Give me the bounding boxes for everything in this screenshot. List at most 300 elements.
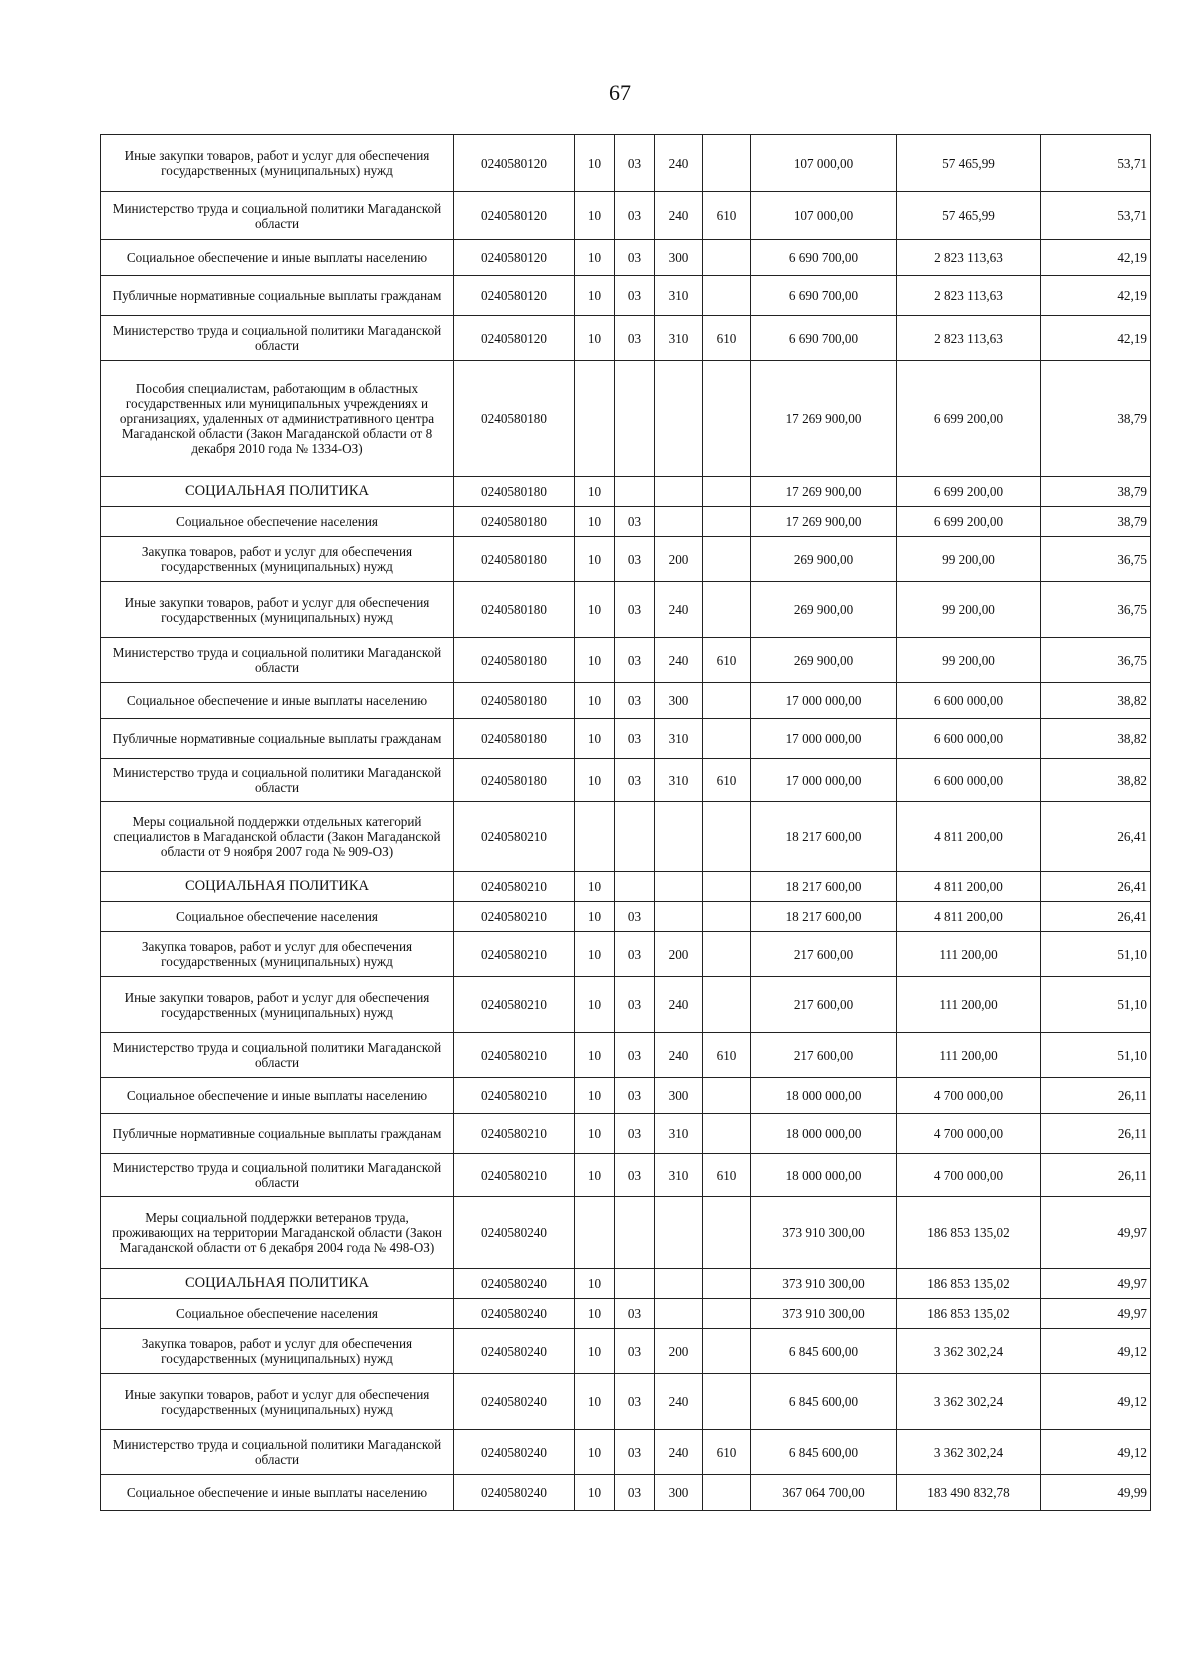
admin-code [703,802,751,872]
plan-amount: 18 217 600,00 [751,872,897,902]
plan-amount: 6 690 700,00 [751,240,897,276]
section-code: 10 [575,1154,615,1197]
expense-type-code: 240 [655,1374,703,1430]
section-code: 10 [575,902,615,932]
admin-code: 610 [703,1430,751,1475]
subsection-code: 03 [615,1033,655,1078]
plan-amount: 6 845 600,00 [751,1374,897,1430]
fact-amount: 183 490 832,78 [897,1475,1041,1511]
table-row [101,1154,1151,1197]
admin-code [703,135,751,192]
expense-type-code [655,361,703,477]
target-code: 0240580180 [454,719,575,759]
row-name: Социальное обеспечение населения [101,507,454,537]
execution-percent: 26,11 [1041,1078,1151,1114]
table-row [101,1114,1151,1154]
target-code: 0240580210 [454,1114,575,1154]
subsection-code: 03 [615,1114,655,1154]
section-code: 10 [575,1033,615,1078]
section-code: 10 [575,240,615,276]
subsection-code: 03 [615,683,655,719]
row-name: Иные закупки товаров, работ и услуг для обеспечения государственных (муниципальных) нужд [101,582,454,638]
table-row [101,477,1151,507]
execution-percent: 53,71 [1041,135,1151,192]
row-name: Закупка товаров, работ и услуг для обеспечения государственных (муниципальных) нужд [101,537,454,582]
target-code: 0240580240 [454,1197,575,1269]
admin-code [703,477,751,507]
execution-percent: 26,11 [1041,1154,1151,1197]
fact-amount: 99 200,00 [897,638,1041,683]
row-name: Меры социальной поддержки отдельных категорий специалистов в Магаданской области (Закон Магаданской области от 9 ноября 2007 года № 909-ОЗ) [101,802,454,872]
admin-code [703,902,751,932]
execution-percent: 49,97 [1041,1197,1151,1269]
fact-amount: 186 853 135,02 [897,1197,1041,1269]
section-code: 10 [575,1475,615,1511]
expense-type-code: 300 [655,1078,703,1114]
target-code: 0240580240 [454,1475,575,1511]
admin-code: 610 [703,1154,751,1197]
row-name: Министерство труда и социальной политики Магаданской области [101,638,454,683]
plan-amount: 6 690 700,00 [751,316,897,361]
target-code: 0240580240 [454,1430,575,1475]
subsection-code: 03 [615,902,655,932]
row-name: Социальное обеспечение и иные выплаты населению [101,1475,454,1511]
fact-amount: 4 811 200,00 [897,802,1041,872]
section-code: 10 [575,1430,615,1475]
table-row [101,1078,1151,1114]
admin-code [703,582,751,638]
admin-code [703,1078,751,1114]
target-code: 0240580210 [454,872,575,902]
admin-code [703,1329,751,1374]
table-row [101,135,1151,192]
table-row [101,537,1151,582]
fact-amount: 186 853 135,02 [897,1269,1041,1299]
fact-amount: 2 823 113,63 [897,316,1041,361]
table-row [101,1299,1151,1329]
section-code: 10 [575,1114,615,1154]
page-number: 67 [609,80,631,105]
admin-code [703,1197,751,1269]
fact-amount: 2 823 113,63 [897,240,1041,276]
execution-percent: 26,41 [1041,872,1151,902]
expense-type-code: 300 [655,240,703,276]
section-code: 10 [575,1329,615,1374]
execution-percent: 49,97 [1041,1269,1151,1299]
table-row [101,316,1151,361]
row-name: Публичные нормативные социальные выплаты гражданам [101,276,454,316]
plan-amount: 17 000 000,00 [751,719,897,759]
execution-percent: 38,79 [1041,507,1151,537]
subsection-code [615,1269,655,1299]
target-code: 0240580210 [454,1154,575,1197]
row-name: Министерство труда и социальной политики Магаданской области [101,1033,454,1078]
execution-percent: 38,79 [1041,361,1151,477]
row-name: Социальное обеспечение населения [101,1299,454,1329]
table-row [101,1374,1151,1430]
fact-amount: 3 362 302,24 [897,1430,1041,1475]
fact-amount: 6 699 200,00 [897,477,1041,507]
expense-type-code [655,1269,703,1299]
target-code: 0240580180 [454,477,575,507]
subsection-code: 03 [615,276,655,316]
plan-amount: 373 910 300,00 [751,1299,897,1329]
table-row [101,719,1151,759]
expense-type-code: 240 [655,1033,703,1078]
fact-amount: 99 200,00 [897,582,1041,638]
section-code: 10 [575,537,615,582]
target-code: 0240580240 [454,1269,575,1299]
plan-amount: 373 910 300,00 [751,1269,897,1299]
section-code: 10 [575,719,615,759]
subsection-code: 03 [615,1299,655,1329]
section-code: 10 [575,932,615,977]
section-code: 10 [575,192,615,240]
section-code: 10 [575,1269,615,1299]
section-code: 10 [575,477,615,507]
row-name: Министерство труда и социальной политики Магаданской области [101,316,454,361]
fact-amount: 2 823 113,63 [897,276,1041,316]
target-code: 0240580210 [454,932,575,977]
plan-amount: 6 845 600,00 [751,1329,897,1374]
section-code [575,1197,615,1269]
execution-percent: 26,11 [1041,1114,1151,1154]
target-code: 0240580180 [454,638,575,683]
plan-amount: 217 600,00 [751,977,897,1033]
fact-amount: 4 700 000,00 [897,1078,1041,1114]
plan-amount: 18 000 000,00 [751,1114,897,1154]
row-name: Иные закупки товаров, работ и услуг для обеспечения государственных (муниципальных) нужд [101,977,454,1033]
plan-amount: 269 900,00 [751,638,897,683]
plan-amount: 17 000 000,00 [751,683,897,719]
target-code: 0240580180 [454,507,575,537]
plan-amount: 6 690 700,00 [751,276,897,316]
table-row [101,192,1151,240]
plan-amount: 18 000 000,00 [751,1154,897,1197]
expense-type-code [655,507,703,537]
execution-percent: 51,10 [1041,977,1151,1033]
target-code: 0240580180 [454,537,575,582]
table-row [101,361,1151,477]
target-code: 0240580120 [454,276,575,316]
section-code: 10 [575,683,615,719]
section-code: 10 [575,135,615,192]
section-code: 10 [575,759,615,802]
admin-code [703,977,751,1033]
plan-amount: 17 269 900,00 [751,477,897,507]
plan-amount: 17 269 900,00 [751,361,897,477]
admin-code [703,1374,751,1430]
row-name: Публичные нормативные социальные выплаты гражданам [101,719,454,759]
expense-type-code [655,902,703,932]
section-code: 10 [575,582,615,638]
admin-code [703,719,751,759]
target-code: 0240580180 [454,683,575,719]
row-name: Публичные нормативные социальные выплаты гражданам [101,1114,454,1154]
execution-percent: 49,12 [1041,1329,1151,1374]
admin-code [703,872,751,902]
target-code: 0240580120 [454,192,575,240]
subsection-code: 03 [615,1329,655,1374]
expense-type-code: 310 [655,759,703,802]
admin-code [703,1475,751,1511]
row-name: Иные закупки товаров, работ и услуг для обеспечения государственных (муниципальных) нужд [101,1374,454,1430]
expense-type-code [655,1197,703,1269]
plan-amount: 107 000,00 [751,135,897,192]
execution-percent: 42,19 [1041,276,1151,316]
subsection-code: 03 [615,1475,655,1511]
expense-type-code: 310 [655,316,703,361]
row-name: Социальное обеспечение и иные выплаты населению [101,683,454,719]
plan-amount: 18 217 600,00 [751,802,897,872]
execution-percent: 49,99 [1041,1475,1151,1511]
target-code: 0240580120 [454,135,575,192]
fact-amount: 6 699 200,00 [897,361,1041,477]
expense-type-code: 310 [655,1114,703,1154]
expense-type-code [655,872,703,902]
fact-amount: 111 200,00 [897,1033,1041,1078]
row-name: Закупка товаров, работ и услуг для обеспечения государственных (муниципальных) нужд [101,932,454,977]
table-row [101,582,1151,638]
section-code: 10 [575,1374,615,1430]
execution-percent: 49,97 [1041,1299,1151,1329]
fact-amount: 186 853 135,02 [897,1299,1041,1329]
section-code [575,361,615,477]
expense-type-code: 240 [655,1430,703,1475]
execution-percent: 42,19 [1041,240,1151,276]
row-name: Пособия специалистам, работающим в областных государственных или муниципальных учреждениях и организациях, удаленных от административного центра Магаданской области (Закон Магаданской области от 8 декабря 2010 года № 1334-ОЗ) [101,361,454,477]
execution-percent: 36,75 [1041,582,1151,638]
table-row [101,932,1151,977]
table-row [101,977,1151,1033]
table-row [101,638,1151,683]
execution-percent: 49,12 [1041,1430,1151,1475]
table-row [101,802,1151,872]
section-code: 10 [575,638,615,683]
target-code: 0240580240 [454,1329,575,1374]
row-name: Меры социальной поддержки ветеранов труда, проживающих на территории Магаданской области (Закон Магаданской области от 6 декабря 2004 года № 498-ОЗ) [101,1197,454,1269]
execution-percent: 26,41 [1041,802,1151,872]
fact-amount: 111 200,00 [897,932,1041,977]
table-row [101,1269,1151,1299]
admin-code [703,361,751,477]
admin-code [703,537,751,582]
table-row [101,507,1151,537]
target-code: 0240580180 [454,582,575,638]
subsection-code: 03 [615,932,655,977]
expense-type-code: 200 [655,1329,703,1374]
row-name: Иные закупки товаров, работ и услуг для обеспечения государственных (муниципальных) нужд [101,135,454,192]
table-row [101,759,1151,802]
fact-amount: 4 811 200,00 [897,902,1041,932]
subsection-code: 03 [615,977,655,1033]
row-name: Социальное обеспечение и иные выплаты населению [101,1078,454,1114]
execution-percent: 38,82 [1041,719,1151,759]
execution-percent: 51,10 [1041,1033,1151,1078]
plan-amount: 17 000 000,00 [751,759,897,802]
plan-amount: 217 600,00 [751,1033,897,1078]
admin-code: 610 [703,316,751,361]
execution-percent: 26,41 [1041,902,1151,932]
admin-code [703,1299,751,1329]
target-code: 0240580240 [454,1374,575,1430]
plan-amount: 18 217 600,00 [751,902,897,932]
fact-amount: 111 200,00 [897,977,1041,1033]
target-code: 0240580180 [454,759,575,802]
subsection-code: 03 [615,316,655,361]
execution-percent: 53,71 [1041,192,1151,240]
subsection-code: 03 [615,240,655,276]
expense-type-code: 310 [655,719,703,759]
row-name: Министерство труда и социальной политики Магаданской области [101,1154,454,1197]
plan-amount: 269 900,00 [751,537,897,582]
section-code: 10 [575,977,615,1033]
fact-amount: 4 700 000,00 [897,1154,1041,1197]
execution-percent: 42,19 [1041,316,1151,361]
table-row [101,1197,1151,1269]
subsection-code: 03 [615,192,655,240]
row-name: Социальное обеспечение населения [101,902,454,932]
expense-type-code: 240 [655,192,703,240]
fact-amount: 57 465,99 [897,192,1041,240]
target-code: 0240580180 [454,361,575,477]
expense-type-code: 200 [655,537,703,582]
subsection-code: 03 [615,1154,655,1197]
admin-code: 610 [703,638,751,683]
plan-amount: 6 845 600,00 [751,1430,897,1475]
plan-amount: 217 600,00 [751,932,897,977]
subsection-code [615,361,655,477]
fact-amount: 3 362 302,24 [897,1329,1041,1374]
admin-code [703,683,751,719]
expense-type-code [655,477,703,507]
table-row [101,872,1151,902]
subsection-code: 03 [615,135,655,192]
subsection-code: 03 [615,638,655,683]
table-row [101,1475,1151,1511]
table-row [101,1329,1151,1374]
row-name: СОЦИАЛЬНАЯ ПОЛИТИКА [101,872,454,902]
subsection-code [615,802,655,872]
row-name: Министерство труда и социальной политики Магаданской области [101,759,454,802]
expense-type-code [655,802,703,872]
target-code: 0240580210 [454,977,575,1033]
admin-code [703,276,751,316]
admin-code [703,932,751,977]
admin-code: 610 [703,759,751,802]
expense-type-code: 300 [655,683,703,719]
target-code: 0240580120 [454,316,575,361]
section-code: 10 [575,316,615,361]
plan-amount: 17 269 900,00 [751,507,897,537]
execution-percent: 38,79 [1041,477,1151,507]
section-code: 10 [575,276,615,316]
target-code: 0240580210 [454,802,575,872]
table-row [101,1033,1151,1078]
expense-type-code: 240 [655,135,703,192]
expense-type-code: 300 [655,1475,703,1511]
table-row [101,683,1151,719]
execution-percent: 36,75 [1041,638,1151,683]
fact-amount: 3 362 302,24 [897,1374,1041,1430]
row-name: Министерство труда и социальной политики Магаданской области [101,192,454,240]
expense-type-code: 240 [655,977,703,1033]
table-row [101,902,1151,932]
admin-code [703,240,751,276]
subsection-code: 03 [615,759,655,802]
expense-type-code: 240 [655,638,703,683]
subsection-code [615,872,655,902]
fact-amount: 6 600 000,00 [897,683,1041,719]
admin-code: 610 [703,1033,751,1078]
subsection-code: 03 [615,507,655,537]
subsection-code: 03 [615,1430,655,1475]
subsection-code: 03 [615,719,655,759]
subsection-code: 03 [615,537,655,582]
target-code: 0240580210 [454,902,575,932]
expense-type-code: 310 [655,276,703,316]
table-row [101,276,1151,316]
target-code: 0240580240 [454,1299,575,1329]
section-code: 10 [575,507,615,537]
admin-code: 610 [703,192,751,240]
expense-type-code [655,1299,703,1329]
subsection-code: 03 [615,582,655,638]
row-name: Социальное обеспечение и иные выплаты населению [101,240,454,276]
admin-code [703,1114,751,1154]
fact-amount: 6 600 000,00 [897,759,1041,802]
budget-table [100,134,1151,1511]
plan-amount: 367 064 700,00 [751,1475,897,1511]
execution-percent: 51,10 [1041,932,1151,977]
section-code: 10 [575,1299,615,1329]
table-row [101,240,1151,276]
fact-amount: 4 700 000,00 [897,1114,1041,1154]
expense-type-code: 310 [655,1154,703,1197]
fact-amount: 4 811 200,00 [897,872,1041,902]
row-name: СОЦИАЛЬНАЯ ПОЛИТИКА [101,477,454,507]
table-body [101,135,1151,1511]
execution-percent: 49,12 [1041,1374,1151,1430]
expense-type-code: 200 [655,932,703,977]
section-code [575,802,615,872]
execution-percent: 36,75 [1041,537,1151,582]
plan-amount: 18 000 000,00 [751,1078,897,1114]
section-code: 10 [575,872,615,902]
fact-amount: 57 465,99 [897,135,1041,192]
subsection-code [615,1197,655,1269]
execution-percent: 38,82 [1041,759,1151,802]
expense-type-code: 240 [655,582,703,638]
subsection-code: 03 [615,1374,655,1430]
row-name: СОЦИАЛЬНАЯ ПОЛИТИКА [101,1269,454,1299]
fact-amount: 99 200,00 [897,537,1041,582]
plan-amount: 269 900,00 [751,582,897,638]
row-name: Закупка товаров, работ и услуг для обеспечения государственных (муниципальных) нужд [101,1329,454,1374]
admin-code [703,1269,751,1299]
subsection-code: 03 [615,1078,655,1114]
fact-amount: 6 699 200,00 [897,507,1041,537]
plan-amount: 107 000,00 [751,192,897,240]
target-code: 0240580210 [454,1078,575,1114]
fact-amount: 6 600 000,00 [897,719,1041,759]
table-row [101,1430,1151,1475]
row-name: Министерство труда и социальной политики Магаданской области [101,1430,454,1475]
target-code: 0240580210 [454,1033,575,1078]
target-code: 0240580120 [454,240,575,276]
plan-amount: 373 910 300,00 [751,1197,897,1269]
subsection-code [615,477,655,507]
